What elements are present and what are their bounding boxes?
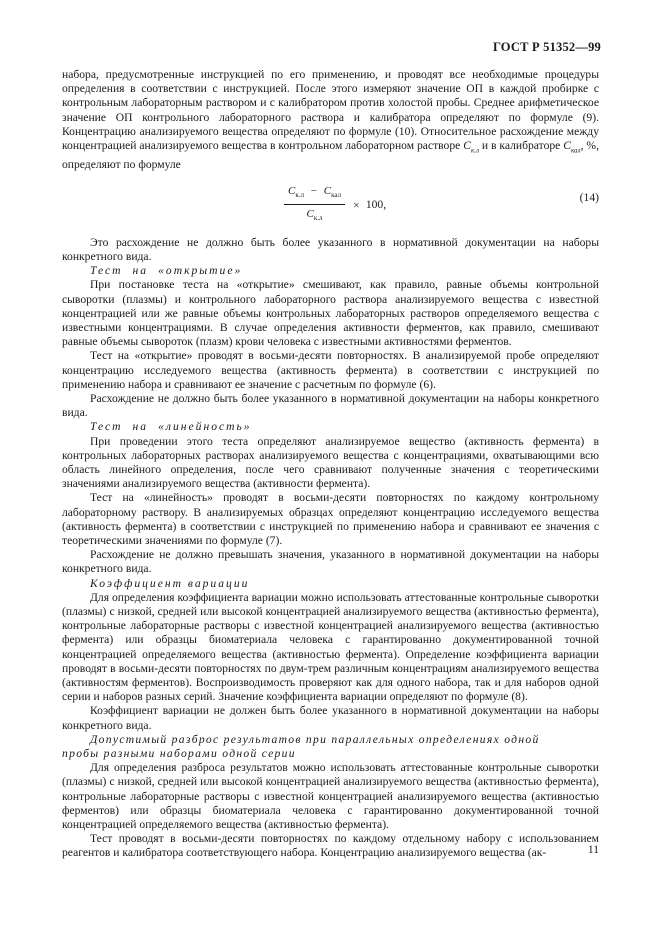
- formula-numerator: $C_{к.л} - C_{кал}$: [284, 184, 345, 205]
- heading-permissible-spread-line2: пробы разными наборами одной серии: [62, 747, 296, 761]
- paragraph-1-tail-b: , %, определяют по формуле: [62, 139, 599, 171]
- formula-14: [62, 178, 599, 230]
- formula-factor: 100,: [365, 197, 387, 211]
- paragraph-9: Для определения коэффициента вариации можно использовать аттестованные контрольные сыворотки (плазмы) с низкой, средней или высокой концентрацией анализируемого вещества (активностью фермента), контрольные лабораторные растворы с известной концентрацией анализируемого вещества (активностью фермента) или образцы биоматериала человека с гарантированно документированной точной концентрацией определяемого вещества (активностью фермента). Определение коэффициента вариации проводят в восьми-десяти повторностях по двум-трем различным концентрациям анализируемого вещества (активностям ферментов). Воспроизводимость проверяют как для одного набора, так и для наборов одной серии и наборов разных серий. Значение коэффициента вариации определяют по формуле (8).: [62, 590, 599, 704]
- formula-fraction: [284, 184, 345, 226]
- paragraph-6: При проведении этого теста определяют анализируемое вещество (активность фермента) в контрольных лабораторных растворах анализируемого вещества с концентрациями, охватывающими всю область линейного определения, после чего сравнивают полученные значения с теоретическими значениями анализируемого вещества (активности фермента).: [62, 434, 599, 491]
- paragraph-5: Расхождение не должно быть более указанного в нормативной документации на наборы конкретного вида.: [62, 391, 599, 420]
- paragraph-7: Тест на «линейность» проводят в восьми-десяти повторностях по каждому контрольному лабораторному раствору. В анализируемых образцах определяют концентрацию исследуемого вещества (активность фермента) в соответствии с инструкцией по применению набора и сравнивают ее значения с теоретическими значениями по формуле (7).: [62, 491, 599, 547]
- paragraph-1-text: набора, предусмотренные инструкцией по его применению, и проводят все необходимые процедуры определения в соответствии с инструкцией. После этого измеряют значение ОП в каждой пробирке с контрольным лабораторным раствором и с калибратором против холостой пробы. Среднее арифметическое значение ОП контрольного лабораторного раствора и калибратора определяют по формуле (9). Концентрацию анализируемого вещества определяют по формуле (10). Относительное расхождение между концентрацией анализируемого вещества в контрольном лабораторном растворе: [62, 68, 599, 153]
- document-header: ГОСТ Р 51352—99: [492, 40, 601, 54]
- formula-times-sign: ×: [353, 197, 360, 212]
- page-number: 11: [587, 844, 599, 856]
- formula-denominator: $C_{к.л}$: [306, 208, 323, 223]
- paragraph-12: Тест проводят в восьми-десяти повторностях по каждому отдельному набору с использованием реагентов и калибратора соответствующего набора. Концентрацию анализируемого вещества (ак-: [62, 832, 599, 860]
- paragraph-1-tail-a: и в калибраторе: [481, 139, 561, 153]
- symbol-c-kal: $C_{кал}$: [563, 139, 581, 155]
- heading-variation-coefficient: Коэффициент вариации: [90, 576, 250, 590]
- equation-number: (14): [579, 190, 599, 204]
- paragraph-8: Расхождение не должно превышать значения, указанного в нормативной документации на наборы конкретного вида.: [62, 548, 599, 576]
- paragraph-1: [62, 68, 599, 172]
- heading-discovery-test: Тест на «открытие»: [90, 264, 243, 278]
- heading-permissible-spread: Допустимый разброс результатов при параллельных определениях одной: [90, 732, 540, 746]
- paragraph-4: Тест на «открытие» проводят в восьми-десяти повторностях. В анализируемой пробе определяют концентрацию исследуемого вещества (активность фермента) в соответствии с инструкцией по применению набора и сравнивают ее значение с расчетным по формуле (6).: [62, 349, 599, 391]
- paragraph-3: При постановке теста на «открытие» смешивают, как правило, равные объемы контрольной сыворотки (плазмы) и контрольного лабораторного раствора анализируемого вещества с известной концентрацией или же равные объемы контрольных лабораторных растворов определяемого вещества с известными концентрациями. В случае определения активности ферментов, как правило, смешивают равные объемы сывороток (плазм) крови человека с известными активностями ферментов.: [62, 278, 599, 349]
- heading-linearity-test: Тест на «линейность»: [90, 420, 252, 434]
- symbol-c-kl: $C_{к.л}$: [463, 139, 480, 155]
- paragraph-10: Коэффициент вариации не должен быть более указанного в нормативной документации на наборы конкретного вида.: [62, 704, 599, 732]
- formula-expression: [284, 184, 386, 226]
- paragraph-2: Это расхождение не должно быть более указанного в нормативной документации на наборы конкретного вида.: [62, 235, 599, 263]
- paragraph-11: Для определения разброса результатов можно использовать аттестованные контрольные сыворотки (плазмы) с низкой, средней или высокой концентрацией анализируемого вещества (активностью фермента), контрольные лабораторные растворы с известной концентрацией анализируемого вещества (активностью ферментов) или образцы биоматериала человека с гарантированно документированной точной концентрацией определяемого вещества (активностью фермента).: [62, 761, 599, 832]
- page-body: [62, 68, 599, 861]
